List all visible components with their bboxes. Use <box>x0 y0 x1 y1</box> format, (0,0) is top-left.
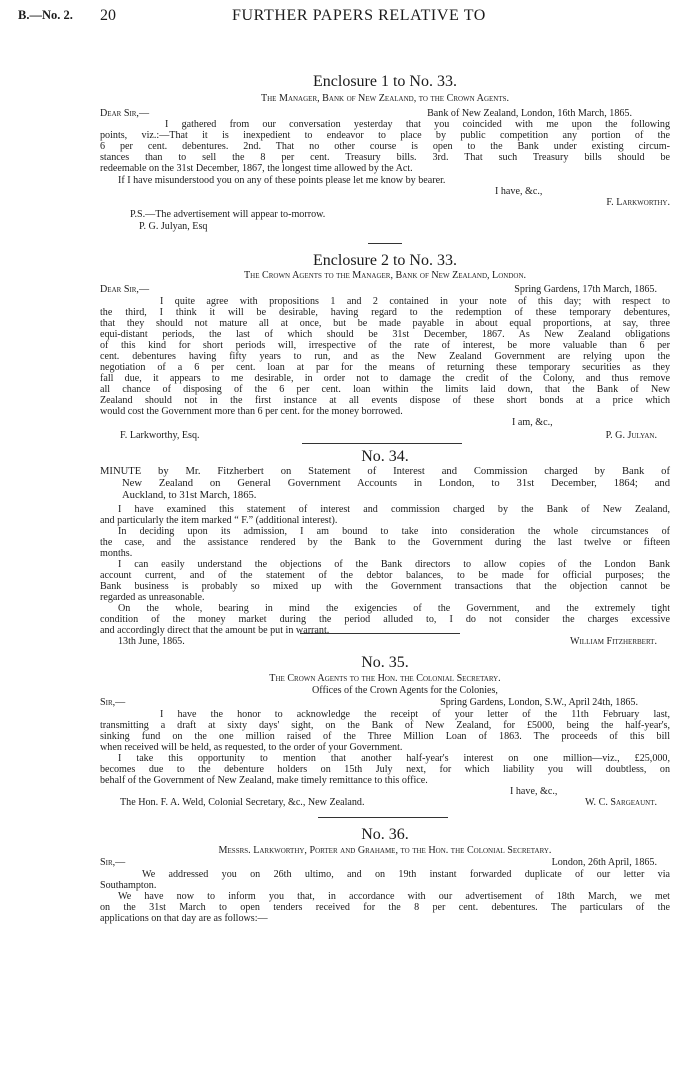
no35-line: transmitting a draft at sixty days' sight, on the Bank of New Zealand, for £5000, being the half-year's, <box>100 720 670 731</box>
enclosure2-salutation: Dear Sir,— <box>100 284 150 295</box>
no34-line: months. <box>100 548 133 559</box>
enclosure2-subheading: The Crown Agents to the Manager, Bank of New Zealand, London. <box>243 270 527 281</box>
enclosure2-line: equi-distant periods, the last of which should be 31st December, 1867. As New Zealand obligations <box>100 329 670 340</box>
enclosure1-postscript: P.S.—The advertisement will appear to-morrow. <box>130 209 326 220</box>
section-divider <box>300 633 460 634</box>
no35-signature: W. C. Sargeaunt. <box>584 797 657 808</box>
no35-addressee: The Hon. F. A. Weld, Colonial Secretary, &c., New Zealand. <box>120 797 365 808</box>
enclosure2-line: would cost the Government more than 6 per cent. for the money borrowed. <box>100 406 403 417</box>
enclosure2-line: negotiation of a 6 per cent. loan at par for the means of returning these temporary securities as they <box>100 362 670 373</box>
no34-line: condition of the money market during the period alluded to, I do not consider the charges excessive <box>100 614 670 625</box>
enclosure1-signature: F. Larkworthy. <box>606 197 670 208</box>
no36-line: Southampton. <box>100 880 157 891</box>
enclosure1-subheading: The Manager, Bank of New Zealand, to the Crown Agents. <box>260 93 510 104</box>
no34-line: regarded as unreasonable. <box>100 592 205 603</box>
enclosure2-line: I quite agree with propositions 1 and 2 contained in your note of this day; with respect to <box>160 296 670 307</box>
document-reference: B.—No. 2. <box>18 8 73 22</box>
no35-office: Offices of the Crown Agents for the Colonies, <box>312 685 498 696</box>
no36-subheading: Messrs. Larkworthy, Porter and Grahame, to the Hon. the Colonial Secretary. <box>218 845 552 856</box>
enclosure1-closing: I have, &c., <box>495 186 543 197</box>
enclosure2-dateline: Spring Gardens, 17th March, 1865. <box>514 284 657 295</box>
no35-line: becomes due to the debenture holders on 15th July next, for which liability you will doubtless, on <box>100 764 670 775</box>
enclosure2-closing: I am, &c., <box>512 417 553 428</box>
no35-closing: I have, &c., <box>510 786 558 797</box>
no34-title-line: New Zealand on General Government Accounts in London, to 31st December, 1864; and <box>122 478 670 489</box>
running-title: FURTHER PAPERS RELATIVE TO <box>232 7 486 24</box>
enclosure1-line: 6 per cent. debentures. 2nd. That no other course is open to the Bank under existing circum- <box>100 141 670 152</box>
no34-line: and accordingly direct that the amount be put in warrant. <box>100 625 330 636</box>
enclosure1-dateline: Bank of New Zealand, London, 16th March, 1865. <box>427 108 632 119</box>
enclosure2-line: of this kind for short periods will, irrespective of the rate of interest, be more valuable than 6 per <box>100 340 670 351</box>
no36-salutation: Sir,— <box>100 857 126 868</box>
section-divider <box>302 443 462 444</box>
enclosure2-line: cent. debentures having fifty years to run, and as the New Zealand Government are relying upon the <box>100 351 670 362</box>
no36-line: on the 31st March to open tenders received for the 8 per cent. debentures. The particulars of the <box>100 902 670 913</box>
enclosure1-heading: Enclosure 1 to No. 33. <box>313 73 457 90</box>
no34-title-line: Auckland, to 31st March, 1865. <box>122 490 257 501</box>
no35-line: behalf of the Government of New Zealand, make timely remittance to this office. <box>100 775 428 786</box>
no36-line: applications on that day are as follows:— <box>100 913 268 924</box>
no34-line: account current, and of the statement of the debtor balances, to be made for official purposes; the <box>100 570 670 581</box>
section-divider <box>318 817 448 818</box>
no35-line: when received will be held, as requested, to the order of your Government. <box>100 742 403 753</box>
no36-dateline: London, 26th April, 1865. <box>551 857 657 868</box>
no35-line: I have the honor to acknowledge the receipt of your letter of the 11th February last, <box>160 709 670 720</box>
enclosure1-line: If I have misunderstood you on any of these points please let me know by bearer. <box>118 175 446 186</box>
no36-heading: No. 36. <box>361 826 409 843</box>
no35-heading: No. 35. <box>361 654 409 671</box>
no34-line: On the whole, bearing in mind the exigencies of the Government, and the extremely tight <box>118 603 670 614</box>
no34-heading: No. 34. <box>361 448 409 465</box>
no35-dateline: Spring Gardens, London, S.W., April 24th, 1865. <box>440 697 638 708</box>
enclosure2-line: that they should not mature all at once, but be made payable in about equal proportions, at say, three <box>100 318 670 329</box>
enclosure1-addressee: P. G. Julyan, Esq <box>139 221 208 232</box>
enclosure2-line: the third, I think it will be desirable, having regard to the redemption of these temporary debentures, <box>100 307 670 318</box>
enclosure1-line: points, viz.:—That it is inexpedient to endeavor to place by public competition any portion of the <box>100 130 670 141</box>
enclosure2-line: fall due, it appears to me desirable, in order not to damage the credit of the Colony, and thus remove <box>100 373 670 384</box>
no35-subheading: The Crown Agents to the Hon. the Colonial Secretary. <box>269 673 501 684</box>
enclosure1-line: stances than to sell the 8 per cent. Treasury bills. 3rd. That such Treasury bills should be <box>100 152 670 163</box>
no34-line: I can easily understand the objections of the Bank directors to allow copies of the London Bank <box>118 559 670 570</box>
enclosure1-salutation: Dear Sir,— <box>100 108 150 119</box>
no34-line: I have examined this statement of interest and commission charged by the Bank of New Zealand, <box>118 504 670 515</box>
enclosure1-line: redeemable on the 31st December, 1867, the longest time allowed by the Act. <box>100 163 413 174</box>
page-number: 20 <box>100 7 116 24</box>
enclosure2-line: all chance of disposing of the 6 per cent. loan within the limits laid down, that the Bank of New <box>100 384 670 395</box>
no36-line: We addressed you on 26th ultimo, and on 19th instant forwarded duplicate of our letter via <box>142 869 670 880</box>
no34-line: In deciding upon its admission, I am bound to take into consideration the whole circumstances of <box>118 526 670 537</box>
enclosure1-line: I gathered from our conversation yesterday that you coincided with me upon the following <box>165 119 670 130</box>
no34-date: 13th June, 1865. <box>118 636 185 647</box>
enclosure2-line: Zealand should not in the first instance at all events dispose of these short bonds at a price which <box>100 395 670 406</box>
no35-line: I take this opportunity to mention that another half-year's interest on one million—viz., £25,000, <box>118 753 670 764</box>
no35-line: sinking fund on the one million raised of the Three Million Loan of 1863. The proceeds of this bill <box>100 731 670 742</box>
no34-signature: William Fitzherbert. <box>569 636 657 647</box>
no34-title-line: MINUTE by Mr. Fitzherbert on Statement of Interest and Commission charged by Bank of <box>100 466 670 477</box>
enclosure2-heading: Enclosure 2 to No. 33. <box>313 252 457 269</box>
no35-salutation: Sir,— <box>100 697 126 708</box>
no36-line: We have now to inform you that, in accordance with our advertisement of 18th March, we met <box>118 891 670 902</box>
no34-line: Bank business is probably so mixed up with the Government transactions that the objection cannot be <box>100 581 670 592</box>
enclosure2-addressee: F. Larkworthy, Esq. <box>120 430 200 441</box>
no34-line: and particularly the item marked “ F.” (additional interest). <box>100 515 338 526</box>
no34-line: the case, and the assistance rendered by the Bank to the Government during the last twelve or fifteen <box>100 537 670 548</box>
section-divider <box>368 243 402 244</box>
enclosure2-signature: P. G. Julyan. <box>605 430 657 441</box>
